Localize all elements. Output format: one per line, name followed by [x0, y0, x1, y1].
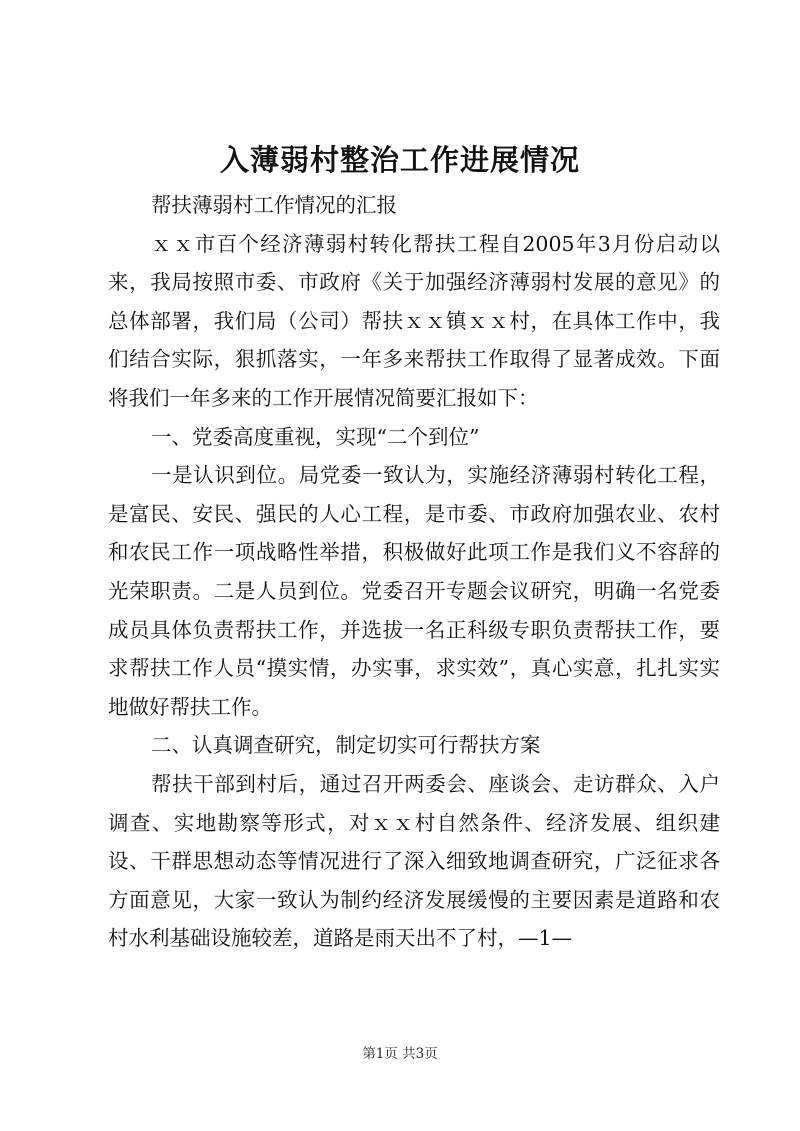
section-heading-1: 一、党委高度重视，实现“二个到位”	[151, 424, 480, 449]
document-body	[108, 186, 720, 958]
page-footer: 第1页 共3页	[362, 1046, 438, 1062]
paragraph-intro: ｘｘ市百个经济薄弱村转化帮扶工程自2005年3月份启动以来，我局按照市委、市政府《关于加强经济薄弱村发展的意见》的总体部署，我们局（公司）帮扶ｘｘ镇ｘｘ村，在具体工作中，我们结合实际，狠抓落实，一年多来帮扶工作取得了显著成效。下面将我们一年多来的工作开展情况简要汇报如下：	[108, 231, 720, 410]
paragraph-section-2: 帮扶干部到村后，通过召开两委会、座谈会、走访群众、入户调查、实地勘察等形式，对ｘｘ村自然条件、经济发展、组织建设、干群思想动态等情况进行了深入细致地调查研究，广泛征求各方面意见，大家一致认为制约经济发展缓慢的主要因素是道路和农村水利基础设施较差，道路是雨天出不了村，—1—	[108, 771, 720, 951]
paragraph-report-heading: 帮扶薄弱村工作情况的汇报	[151, 193, 398, 217]
paragraph-section-1: 一是认识到位。局党委一致认为，实施经济薄弱村转化工程，是富民、安民、强民的人心工程，是市委、市政府加强农业、农村和农民工作一项战略性举措，积极做好此项工作是我们义不容辞的光荣职责。二是人员到位。党委召开专题会议研究，明确一名党委成员具体负责帮扶工作，并选拔一名正科级专职负责帮扶工作，要求帮扶工作人员“摸实情，办实事，求实效”，真心实意，扎扎实实地做好帮扶工作。	[108, 463, 720, 719]
section-heading-2: 二、认真调查研究，制定切实可行帮扶方案	[151, 733, 541, 758]
document-title: 入薄弱村整治工作进展情况	[219, 143, 580, 177]
